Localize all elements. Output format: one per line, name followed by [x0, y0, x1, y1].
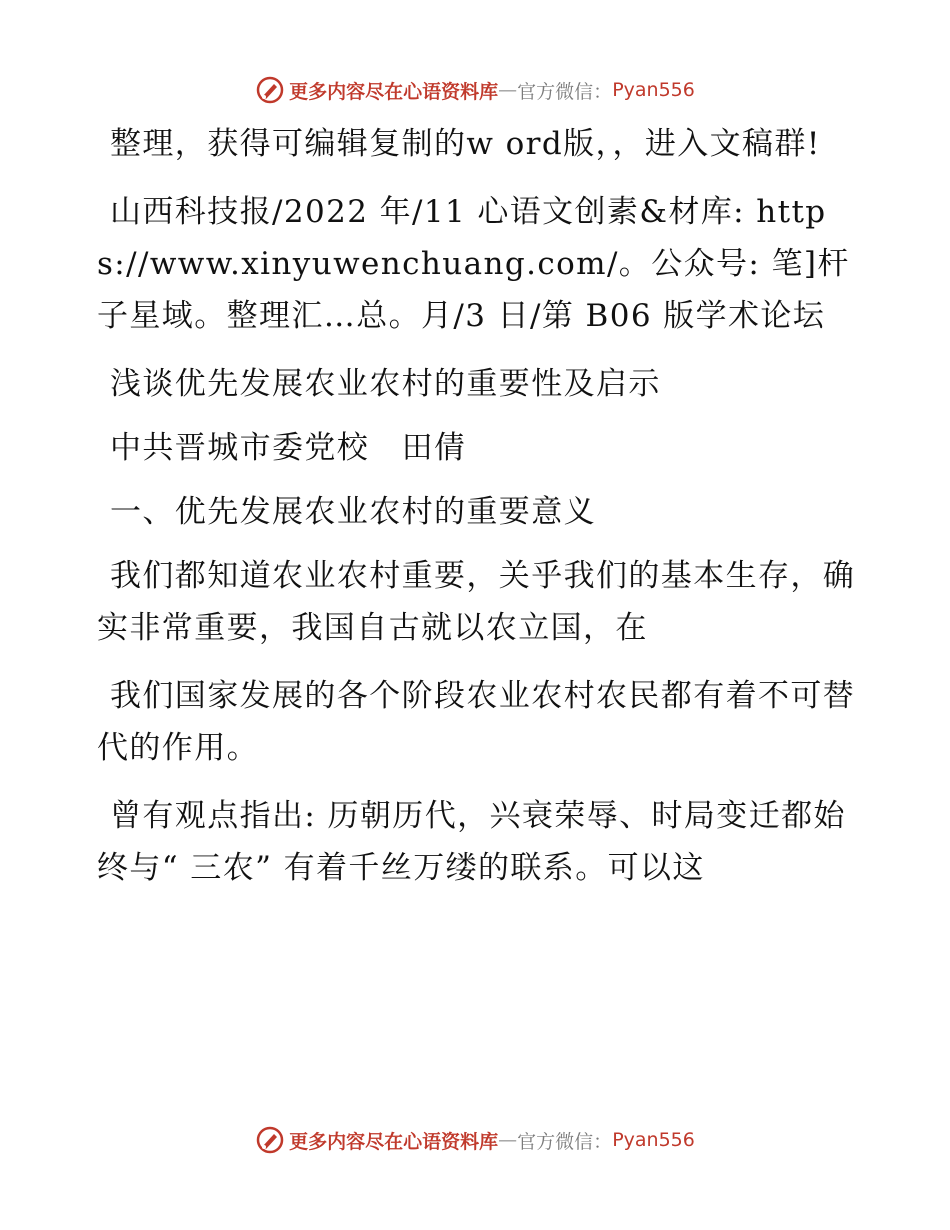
section-heading: 一、优先发展农业农村的重要意义 [110, 494, 596, 530]
paragraph-body-2: 我们国家发展的各个阶段农业农村农民都有着不可替代的作用。 [97, 678, 856, 766]
banner-wechat-id: Pyan556 [612, 79, 695, 101]
article-author: 中共晋城市委党校 田倩 [110, 430, 467, 466]
banner-wechat-id: Pyan556 [612, 1129, 695, 1151]
pen-logo-icon [255, 75, 285, 105]
paragraph-body-3: 曾有观点指出: 历朝历代，兴衰荣辱、时局变迁都始终与“ 三农” 有着千丝万缕的联系。可以这 [97, 798, 846, 886]
article-title: 浅谈优先发展农业农村的重要性及启示 [110, 366, 661, 402]
paragraph-body-1: 我们都知道农业农村重要，关乎我们的基本生存，确实非常重要，我国自古就以农立国，在 [97, 558, 856, 646]
banner-official-label: 官方微信： [517, 80, 613, 103]
banner-dash: — [498, 79, 518, 101]
footer-banner [0, 1120, 950, 1160]
banner-main-text: 更多内容尽在心语资料库 [289, 80, 499, 103]
header-banner [0, 70, 950, 110]
document-body [97, 118, 857, 910]
paragraph-source: 山西科技报/2022 年/11 心语文创素&材库: https://www.xinyuwenchuang.com/。公众号: 笔]杆子星域。整理汇…总。月/3 日/第 B06 版学术论坛 [97, 194, 850, 334]
banner-dash: — [498, 1129, 518, 1151]
banner-official-label: 官方微信： [517, 1130, 613, 1153]
pen-logo-icon [255, 1125, 285, 1155]
banner-main-text: 更多内容尽在心语资料库 [289, 1130, 499, 1153]
paragraph-intro: 整理，获得可编辑复制的w ord版，，进入文稿群! [110, 126, 821, 162]
